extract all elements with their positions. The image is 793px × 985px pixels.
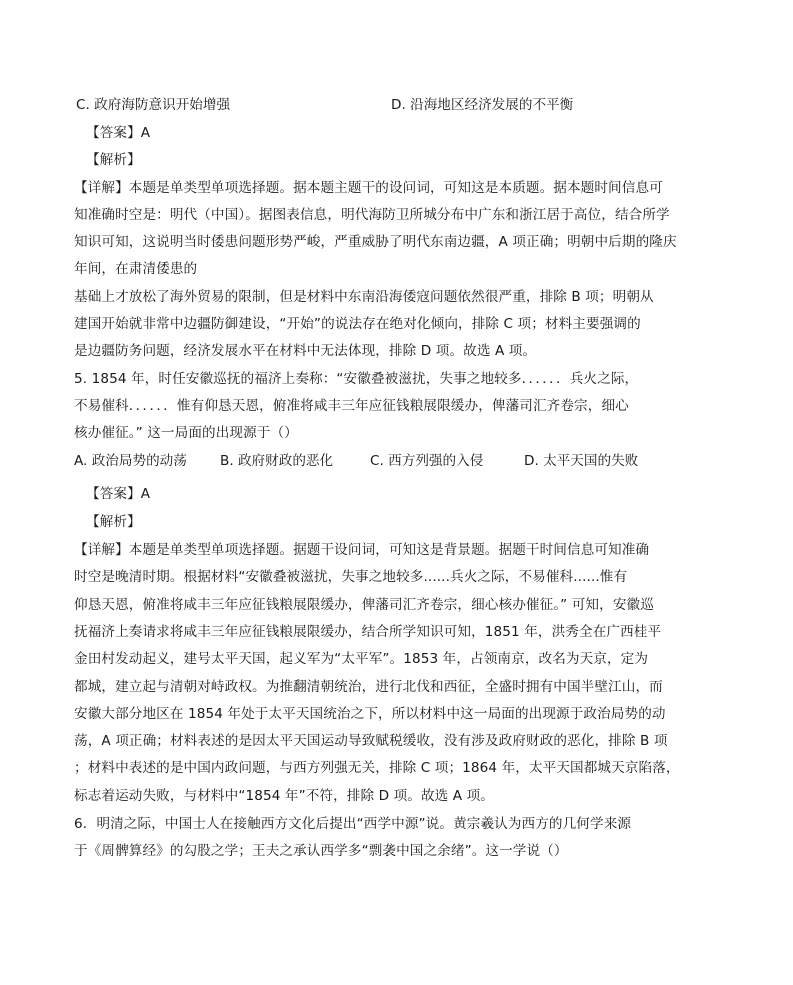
q5-stem-line: 不易催科．．．．．．惟有仰恳天恩，俯准将咸丰三年应征钱粮展限缓办，俾藩司汇齐卷宗，细心 [74,398,629,414]
q4-option-c: C. 政府海防意识开始增强 [76,97,231,113]
q4-detail-line: 是边疆防务问题，经济发展水平在材料中无法体现，排除 D 项。故选 A 项。 [74,343,537,359]
q5-stem-line: 5. 1854 年，时任安徽巡抚的福济上奏称：“安徽叠被滋扰，失事之地较多．．．．．．兵火之际， [74,371,639,387]
q4-option-d: D. 沿海地区经济发展的不平衡 [391,97,574,113]
q5-option-b: B. 政府财政的恶化 [220,453,334,469]
q4-detail-line: 年间，在肃清倭患的 [74,261,198,277]
q5-option-d: D. 太平天国的失败 [524,453,639,469]
q4-analysis-title: 【解析】 [86,152,141,168]
q4-detail-line: 知识可知，这说明当时倭患问题形势严峻，严重威胁了明代东南边疆，A 项正确；明朝中后期的隆庆 [74,234,677,250]
q6-stem-line: 于《周髀算经》的勾股之学；王夫之承认西学多“剽袭中国之余绪”。这一学说（） [74,843,568,859]
q5-option-a: A. 政治局势的动荡 [74,453,187,469]
q5-detail-line: 荡，A 项正确；材料表述的是因太平天国运动导致赋税缓收，没有涉及政府财政的恶化，排除 B 项 [74,733,668,749]
q6-stem-line: 6．明清之际，中国士人在接触西方文化后提出“西学中源”说。黄宗羲认为西方的几何学来源 [74,816,632,832]
q4-detail-line: 建国开始就非常中边疆防御建设，“开始”的说法存在绝对化倾向，排除 C 项；材料主要强调的 [74,316,641,332]
q5-detail-line: 都城，建立起与清朝对峙政权。为推翻清朝统治，进行北伐和西征，全盛时拥有中国半壁江山，而 [74,679,663,695]
q4-answer: 【答案】A [86,125,151,141]
q5-detail-line: 时空是晚清时期。根据材料“安徽叠被滋扰，失事之地较多......兵火之际，不易催科......惟有 [74,569,628,585]
q4-detail-line: 基础上才放松了海外贸易的限制，但是材料中东南沿海倭寇问题依然很严重，排除 B 项；明朝从 [74,289,654,305]
q5-detail-line: 标志着运动失败，与材料中“1854 年”不符，排除 D 项。故选 A 项。 [74,788,494,804]
q5-detail-line: ；材料中表述的是中国内政问题，与西方列强无关，排除 C 项；1864 年，太平天国都城天京陷落， [74,760,680,776]
q5-option-c: C. 西方列强的入侵 [370,453,484,469]
q5-answer: 【答案】A [86,486,151,502]
q4-detail-line: 【详解】本题是单类型单项选择题。据本题主题干的设问词，可知这是本质题。据本题时间信息可 [74,180,663,196]
q5-stem-line: 核办催征。” 这一局面的出现源于（） [74,425,298,441]
q4-detail-line: 知准确时空是：明代（中国）。据图表信息，明代海防卫所城分布中广东和浙江居于高位，结合所学 [74,207,670,223]
q5-detail-line: 金田村发动起义，建号太平天国，起义军为“太平军”。1853 年，占领南京，改名为天京，定为 [74,651,649,667]
q5-detail-line: 安徽大部分地区在 1854 年处于太平天国统治之下，所以材料中这一局面的出现源于政治局势的动 [74,706,666,722]
q5-detail-line: 仰恳天恩，俯准将咸丰三年应征钱粮展限缓办，俾藩司汇齐卷宗，细心核办催征。” 可知，安徽巡 [74,597,654,613]
q5-analysis-title: 【解析】 [86,514,141,530]
q5-detail-line: 抚福济上奏请求将咸丰三年应征钱粮展限缓办，结合所学知识可知，1851 年，洪秀全在广西桂平 [74,624,662,640]
q5-detail-line: 【详解】本题是单类型单项选择题。据题干设问词，可知这是背景题。据题干时间信息可知准确 [74,542,650,558]
